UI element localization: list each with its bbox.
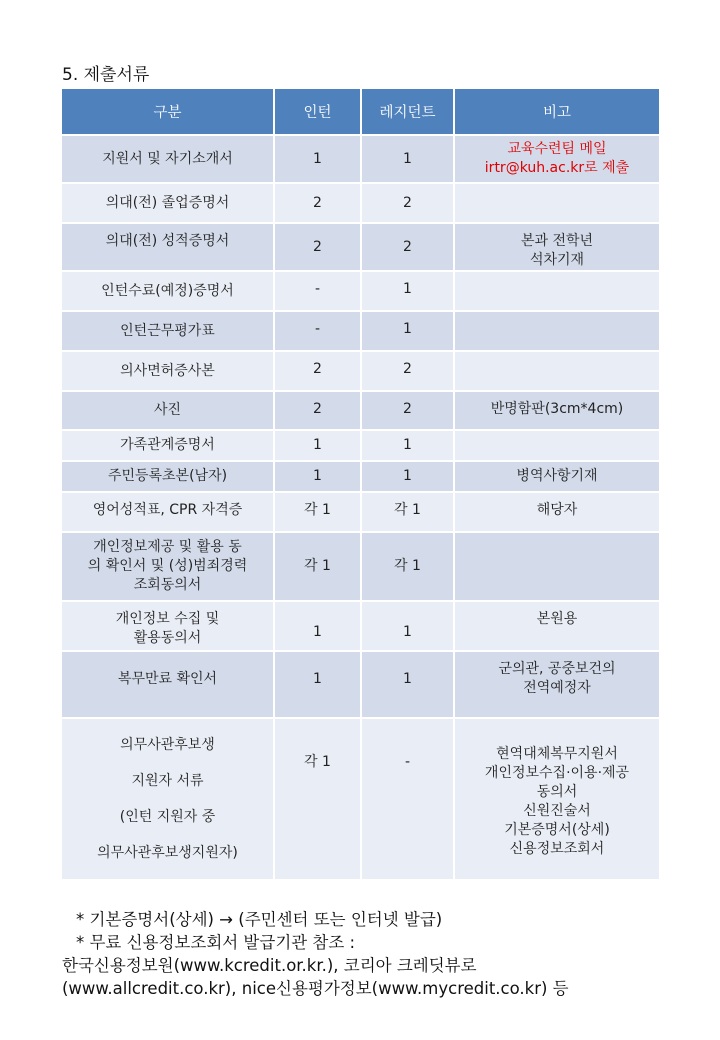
resident-count: 2	[361, 351, 454, 391]
table-row	[62, 651, 659, 718]
resident-count: 2	[361, 223, 454, 271]
col-header-intern: 인턴	[274, 89, 361, 135]
intern-count: -	[274, 311, 361, 351]
doc-note: 반명함판(3cm*4cm)	[454, 391, 659, 430]
col-header-category: 구분	[62, 89, 274, 135]
intern-count: 1	[274, 135, 361, 183]
doc-name: 지원서 및 자기소개서	[62, 135, 274, 183]
table-row	[62, 492, 659, 532]
doc-name: 개인정보 수집 및 활용동의서	[62, 601, 274, 651]
footnote-basic-certificate: * 기본증명서(상세) → (주민센터 또는 인터넷 발급)	[76, 910, 443, 929]
resident-count: 1	[361, 430, 454, 461]
resident-count: -	[361, 718, 454, 879]
resident-count: 1	[361, 651, 454, 718]
intern-count: 각 1	[274, 718, 361, 879]
footnote-credit-agencies-2: (www.allcredit.co.kr), nice신용평가정보(www.mycredit.co.kr) 등	[62, 979, 569, 998]
doc-name: 인턴수료(예정)증명서	[62, 271, 274, 311]
table-header-row	[62, 89, 659, 135]
doc-note	[454, 311, 659, 351]
intern-count: 2	[274, 183, 361, 223]
doc-name: 개인정보제공 및 활용 동 의 확인서 및 (성)범죄경력 조회동의서	[62, 532, 274, 601]
intern-count: 1	[274, 461, 361, 492]
doc-note: 군의관, 공중보건의 전역예정자	[454, 651, 659, 718]
intern-count: 2	[274, 351, 361, 391]
table-row	[62, 311, 659, 351]
doc-name: 복무만료 확인서	[62, 651, 274, 718]
doc-note	[454, 183, 659, 223]
footnote-credit-agencies-1: 한국신용정보원(www.kcredit.or.kr.), 코리아 크레딧뷰로	[62, 956, 477, 975]
resident-count: 각 1	[361, 532, 454, 601]
resident-count: 2	[361, 391, 454, 430]
doc-note	[454, 430, 659, 461]
doc-note: 해당자	[454, 492, 659, 532]
table-row	[62, 430, 659, 461]
doc-note: 현역대체복무지원서 개인정보수집·이용·제공 동의서 신원진술서 기본증명서(상세) 신용정보조회서	[454, 718, 659, 879]
resident-count: 1	[361, 601, 454, 651]
table-row	[62, 461, 659, 492]
table-row	[62, 135, 659, 183]
intern-count: 2	[274, 391, 361, 430]
doc-name: 의무사관후보생 지원자 서류 (인턴 지원자 중 의무사관후보생지원자)	[62, 718, 274, 879]
doc-note: 본원용	[454, 601, 659, 651]
table-row	[62, 223, 659, 271]
doc-name: 인턴근무평가표	[62, 311, 274, 351]
intern-count: 1	[274, 430, 361, 461]
intern-count: 각 1	[274, 492, 361, 532]
resident-count: 1	[361, 311, 454, 351]
col-header-resident: 레지던트	[361, 89, 454, 135]
resident-count: 각 1	[361, 492, 454, 532]
intern-count: 1	[274, 601, 361, 651]
doc-note: 본과 전학년 석차기재	[454, 223, 659, 271]
intern-count: 2	[274, 223, 361, 271]
resident-count: 1	[361, 135, 454, 183]
resident-count: 1	[361, 271, 454, 311]
section-title: 5. 제출서류	[62, 65, 150, 85]
doc-note	[454, 351, 659, 391]
doc-name: 주민등록초본(남자)	[62, 461, 274, 492]
doc-note: 병역사항기재	[454, 461, 659, 492]
footnote-credit-report: * 무료 신용정보조회서 발급기관 참조 :	[76, 933, 356, 952]
table-row	[62, 391, 659, 430]
doc-note	[454, 271, 659, 311]
table-row	[62, 183, 659, 223]
table-row	[62, 718, 659, 879]
intern-count: 각 1	[274, 532, 361, 601]
doc-note: 교육수련팀 메일 irtr@kuh.ac.kr로 제출	[454, 135, 659, 183]
footnotes	[62, 908, 710, 1000]
doc-name: 의대(전) 졸업증명서	[62, 183, 274, 223]
col-header-note: 비고	[454, 89, 659, 135]
doc-name: 영어성적표, CPR 자격증	[62, 492, 274, 532]
table-row	[62, 532, 659, 601]
doc-name: 가족관계증명서	[62, 430, 274, 461]
doc-note	[454, 532, 659, 601]
intern-count: 1	[274, 651, 361, 718]
intern-count: -	[274, 271, 361, 311]
table-row	[62, 351, 659, 391]
table-row	[62, 271, 659, 311]
doc-name: 의사면허증사본	[62, 351, 274, 391]
documents-table	[62, 89, 659, 879]
table-row	[62, 601, 659, 651]
doc-name: 사진	[62, 391, 274, 430]
resident-count: 1	[361, 461, 454, 492]
resident-count: 2	[361, 183, 454, 223]
doc-name: 의대(전) 성적증명서	[62, 223, 274, 271]
